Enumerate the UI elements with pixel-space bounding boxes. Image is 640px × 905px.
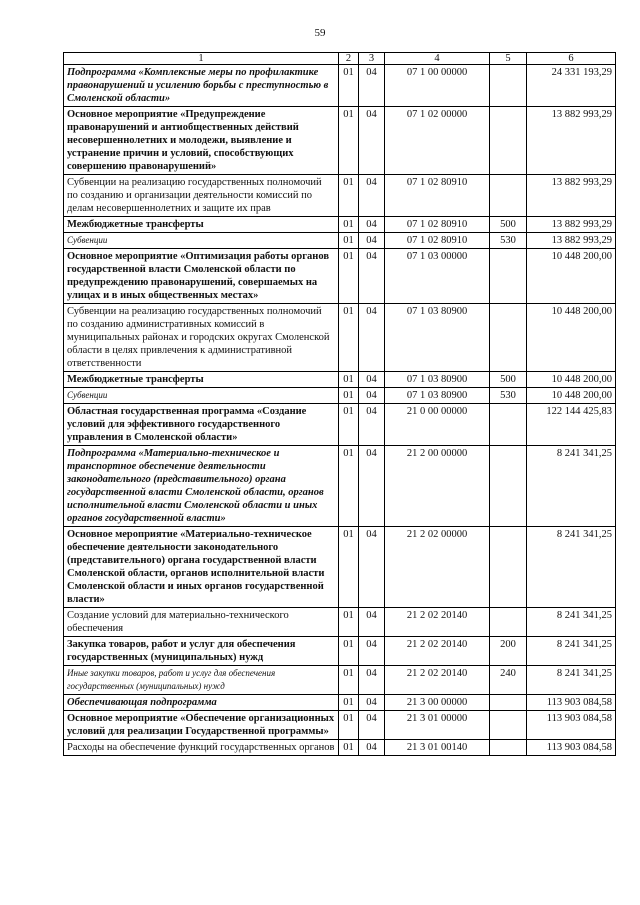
table-row	[64, 217, 616, 233]
row-subsection-cell: 04	[359, 527, 385, 608]
row-amount-cell: 113 903 084,58	[527, 695, 616, 711]
row-expense-type-cell	[490, 175, 527, 217]
table-row	[64, 249, 616, 304]
row-subsection-cell: 04	[359, 304, 385, 372]
row-section-cell: 01	[339, 107, 359, 175]
table-body	[64, 65, 616, 756]
row-expense-type-cell	[490, 608, 527, 637]
page-number: 59	[314, 27, 326, 39]
row-subsection-cell: 04	[359, 65, 385, 107]
row-amount-cell: 8 241 341,25	[527, 608, 616, 637]
row-target-article-cell: 21 3 00 00000	[385, 695, 490, 711]
row-name-cell: Основное мероприятие «Оптимизация работы органов государственной власти Смоленской области по предупреждению правонарушений, совершаемых на улицах и в иных общественных местах»	[64, 249, 339, 304]
table-row	[64, 388, 616, 404]
row-amount-cell: 113 903 084,58	[527, 711, 616, 740]
row-section-cell: 01	[339, 249, 359, 304]
row-expense-type-cell	[490, 695, 527, 711]
row-section-cell: 01	[339, 217, 359, 233]
row-target-article-cell: 21 2 00 00000	[385, 446, 490, 527]
row-name-cell: Субвенции на реализацию государственных полномочий по созданию административных комиссий в муниципальных районах и городских округах Смоленской области в целях привлечения к административной ответственности	[64, 304, 339, 372]
row-subsection-cell: 04	[359, 372, 385, 388]
row-target-article-cell: 07 1 02 80910	[385, 233, 490, 249]
row-subsection-cell: 04	[359, 666, 385, 695]
row-target-article-cell: 07 1 03 80900	[385, 388, 490, 404]
row-subsection-cell: 04	[359, 608, 385, 637]
row-name-cell: Иные закупки товаров, работ и услуг для обеспечения государственных (муниципальных) нужд	[64, 666, 339, 695]
row-expense-type-cell: 240	[490, 666, 527, 695]
row-subsection-cell: 04	[359, 446, 385, 527]
table-row	[64, 372, 616, 388]
row-amount-cell: 13 882 993,29	[527, 233, 616, 249]
row-target-article-cell: 21 2 02 20140	[385, 637, 490, 666]
row-amount-cell: 13 882 993,29	[527, 217, 616, 233]
table-row	[64, 608, 616, 637]
row-amount-cell: 8 241 341,25	[527, 637, 616, 666]
row-section-cell: 01	[339, 65, 359, 107]
row-name-cell: Межбюджетные трансферты	[64, 217, 339, 233]
row-name-cell: Подпрограмма «Материально-техническое и транспортное обеспечение деятельности законодательного (представительного) органа государственной власти Смоленской области, органов исполнительной власти Смоленской области и иных органов государственной власти»	[64, 446, 339, 527]
row-target-article-cell: 21 3 01 00000	[385, 711, 490, 740]
row-amount-cell: 10 448 200,00	[527, 249, 616, 304]
table-row	[64, 404, 616, 446]
row-expense-type-cell: 200	[490, 637, 527, 666]
row-section-cell: 01	[339, 446, 359, 527]
table-row	[64, 107, 616, 175]
row-section-cell: 01	[339, 711, 359, 740]
budget-table	[63, 52, 616, 756]
row-name-cell: Субвенции	[64, 233, 339, 249]
row-expense-type-cell	[490, 304, 527, 372]
row-name-cell: Областная государственная программа «Создание условий для эффективного государственного управления в Смоленской области»	[64, 404, 339, 446]
row-expense-type-cell	[490, 740, 527, 756]
row-name-cell: Межбюджетные трансферты	[64, 372, 339, 388]
row-target-article-cell: 21 0 00 00000	[385, 404, 490, 446]
header-col-3: 3	[359, 53, 385, 65]
row-amount-cell: 10 448 200,00	[527, 304, 616, 372]
row-subsection-cell: 04	[359, 404, 385, 446]
row-target-article-cell: 21 2 02 20140	[385, 666, 490, 695]
row-subsection-cell: 04	[359, 637, 385, 666]
row-target-article-cell: 21 2 02 20140	[385, 608, 490, 637]
row-section-cell: 01	[339, 404, 359, 446]
table-row	[64, 233, 616, 249]
row-expense-type-cell	[490, 527, 527, 608]
row-subsection-cell: 04	[359, 249, 385, 304]
row-expense-type-cell: 530	[490, 233, 527, 249]
row-target-article-cell: 07 1 00 00000	[385, 65, 490, 107]
row-name-cell: Основное мероприятие «Предупреждение правонарушений и антиобщественных действий несовершеннолетних и молодежи, выявление и устранение причин и условий, способствующих совершению правонарушений»	[64, 107, 339, 175]
row-name-cell: Подпрограмма «Комплексные меры по профилактике правонарушений и усилению борьбы с преступностью в Смоленской области»	[64, 65, 339, 107]
row-expense-type-cell: 500	[490, 217, 527, 233]
row-target-article-cell: 07 1 02 80910	[385, 217, 490, 233]
row-expense-type-cell: 500	[490, 372, 527, 388]
row-expense-type-cell	[490, 711, 527, 740]
row-amount-cell: 24 331 193,29	[527, 65, 616, 107]
row-name-cell: Создание условий для материально-технического обеспечения	[64, 608, 339, 637]
row-amount-cell: 8 241 341,25	[527, 527, 616, 608]
row-name-cell: Расходы на обеспечение функций государственных органов	[64, 740, 339, 756]
table-row	[64, 175, 616, 217]
row-section-cell: 01	[339, 637, 359, 666]
row-subsection-cell: 04	[359, 217, 385, 233]
header-col-6: 6	[527, 53, 616, 65]
row-amount-cell: 122 144 425,83	[527, 404, 616, 446]
row-amount-cell: 10 448 200,00	[527, 372, 616, 388]
row-target-article-cell: 07 1 02 80910	[385, 175, 490, 217]
table-header-row	[64, 53, 616, 65]
row-amount-cell: 10 448 200,00	[527, 388, 616, 404]
row-section-cell: 01	[339, 666, 359, 695]
table-row	[64, 527, 616, 608]
row-target-article-cell: 21 2 02 00000	[385, 527, 490, 608]
header-col-4: 4	[385, 53, 490, 65]
row-name-cell: Субвенции	[64, 388, 339, 404]
row-expense-type-cell	[490, 107, 527, 175]
row-subsection-cell: 04	[359, 695, 385, 711]
row-target-article-cell: 07 1 03 80900	[385, 304, 490, 372]
table-row	[64, 304, 616, 372]
row-name-cell: Основное мероприятие «Материально-техническое обеспечение деятельности законодательного (представительного) органа государственной власти Смоленской области, органов исполнительной власти Смоленской области и иных органов государственной власти»	[64, 527, 339, 608]
row-subsection-cell: 04	[359, 107, 385, 175]
table-row	[64, 666, 616, 695]
table-row	[64, 637, 616, 666]
header-col-5: 5	[490, 53, 527, 65]
header-col-2: 2	[339, 53, 359, 65]
row-name-cell: Обеспечивающая подпрограмма	[64, 695, 339, 711]
row-section-cell: 01	[339, 388, 359, 404]
table-row	[64, 695, 616, 711]
row-expense-type-cell	[490, 65, 527, 107]
row-section-cell: 01	[339, 372, 359, 388]
row-name-cell: Субвенции на реализацию государственных полномочий по созданию и организации деятельности комиссий по делам несовершеннолетних и защите их прав	[64, 175, 339, 217]
table-row	[64, 711, 616, 740]
row-expense-type-cell	[490, 446, 527, 527]
row-section-cell: 01	[339, 233, 359, 249]
row-target-article-cell: 07 1 03 80900	[385, 372, 490, 388]
table-row	[64, 446, 616, 527]
row-target-article-cell: 07 1 02 00000	[385, 107, 490, 175]
row-subsection-cell: 04	[359, 175, 385, 217]
row-target-article-cell: 21 3 01 00140	[385, 740, 490, 756]
row-target-article-cell: 07 1 03 00000	[385, 249, 490, 304]
row-amount-cell: 13 882 993,29	[527, 175, 616, 217]
row-subsection-cell: 04	[359, 711, 385, 740]
table-row	[64, 740, 616, 756]
row-amount-cell: 113 903 084,58	[527, 740, 616, 756]
row-name-cell: Закупка товаров, работ и услуг для обеспечения государственных (муниципальных) нужд	[64, 637, 339, 666]
row-expense-type-cell	[490, 249, 527, 304]
row-section-cell: 01	[339, 695, 359, 711]
row-section-cell: 01	[339, 608, 359, 637]
table-row	[64, 65, 616, 107]
row-section-cell: 01	[339, 304, 359, 372]
header-col-1: 1	[64, 53, 339, 65]
row-section-cell: 01	[339, 175, 359, 217]
row-amount-cell: 8 241 341,25	[527, 666, 616, 695]
row-amount-cell: 8 241 341,25	[527, 446, 616, 527]
row-name-cell: Основное мероприятие «Обеспечение организационных условий для реализации Государственной программы»	[64, 711, 339, 740]
row-section-cell: 01	[339, 527, 359, 608]
row-expense-type-cell	[490, 404, 527, 446]
row-subsection-cell: 04	[359, 740, 385, 756]
row-subsection-cell: 04	[359, 388, 385, 404]
row-amount-cell: 13 882 993,29	[527, 107, 616, 175]
row-expense-type-cell: 530	[490, 388, 527, 404]
row-subsection-cell: 04	[359, 233, 385, 249]
row-section-cell: 01	[339, 740, 359, 756]
